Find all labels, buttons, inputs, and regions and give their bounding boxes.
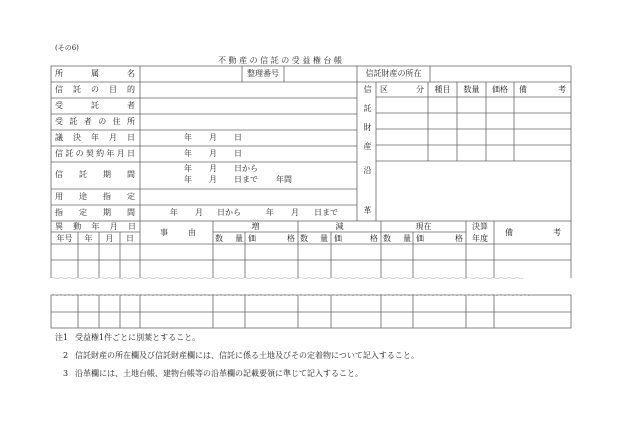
contract-day: 日 [234, 149, 242, 158]
label-trustee: 受託者 [55, 101, 135, 110]
increase-quantity: 数量 [215, 234, 243, 243]
header-decrease: 減 [335, 222, 344, 231]
label-resolution-date: 議決年月日 [55, 133, 135, 142]
decrease-quantity: 数量 [300, 234, 328, 243]
note-1-text: 受益権1件ごとに別葉とすること。 [75, 333, 201, 342]
label-trustee-address: 受託者の住所 [55, 117, 135, 126]
label-contract-date: 信託の契約年月日 [55, 149, 135, 158]
trust-until-year: 年 [184, 175, 192, 184]
header-change-remarks: 備考 [505, 228, 561, 237]
trust-years: 年間 [276, 175, 292, 184]
header-month: 月 [105, 234, 114, 243]
resolution-year: 年 [184, 133, 192, 142]
label-purpose: 信託の目的 [55, 85, 135, 94]
header-year: 年 [84, 234, 93, 243]
trust-from-year: 年 [184, 164, 192, 173]
header-remarks: 備考 [519, 85, 566, 94]
note-2-text: 信託財産の所在欄及び信託財産欄には、信託に係る土地及びその定着物について記入すること。 [75, 351, 419, 360]
trust-from-month: 月 [209, 164, 217, 173]
header-fiscal-1: 決算 [472, 222, 488, 231]
label-reference-no: 整理番号 [247, 69, 279, 78]
designated-from-month: 月 [195, 208, 203, 217]
designated-until-day: 日まで [314, 208, 338, 217]
form-number: (その6) [55, 44, 79, 52]
note-3-text: 沿革欄には、土地台帳、建物台帳等の沿革欄の記載要領に準じて記入すること。 [75, 369, 363, 378]
trust-until-day: 日まで [234, 175, 258, 184]
label-property-location: 信託財産の所在 [365, 69, 422, 78]
header-quantity: 数量 [463, 85, 480, 94]
designated-until-month: 月 [291, 208, 299, 217]
contract-month: 月 [209, 149, 217, 158]
label-trust-property: 信託財産 [363, 85, 372, 161]
note-3-num: 3 [63, 369, 69, 378]
resolution-month: 月 [209, 133, 217, 142]
current-price: 価格 [416, 234, 463, 243]
label-designated-period: 指定期間 [55, 208, 135, 217]
resolution-day: 日 [234, 133, 242, 142]
header-increase: 増 [251, 222, 260, 231]
decrease-price: 価格 [334, 234, 378, 243]
header-current: 現在 [415, 222, 432, 231]
note-1-num: 注1 [55, 333, 69, 342]
header-reason: 事由 [160, 228, 196, 237]
header-fiscal-2: 年度 [472, 234, 488, 243]
trust-until-month: 月 [209, 175, 217, 184]
note-2-num: 2 [63, 351, 69, 360]
header-type: 種目 [434, 85, 451, 94]
contract-year: 年 [184, 149, 192, 158]
designated-from-year: 年 [170, 208, 178, 217]
label-affiliation: 所属名 [55, 69, 135, 78]
label-trust-period: 信託期間 [55, 170, 135, 179]
current-quantity: 数量 [383, 234, 411, 243]
header-era: 年号 [56, 234, 73, 243]
designated-from-day: 日から [217, 208, 241, 217]
label-history: 沿革 [363, 166, 372, 246]
label-designated-use: 用途指定 [55, 192, 135, 201]
page-title: 不 動 産 の 信 託 の 受 益 権 台 帳 [218, 56, 342, 65]
designated-until-year: 年 [266, 208, 274, 217]
increase-price: 価格 [248, 234, 295, 243]
header-category: 区分 [380, 85, 424, 94]
trust-from-day: 日から [234, 164, 258, 173]
header-price: 価格 [492, 85, 508, 94]
header-day: 日 [126, 234, 134, 243]
header-change-date: 異動年月日 [55, 222, 136, 231]
